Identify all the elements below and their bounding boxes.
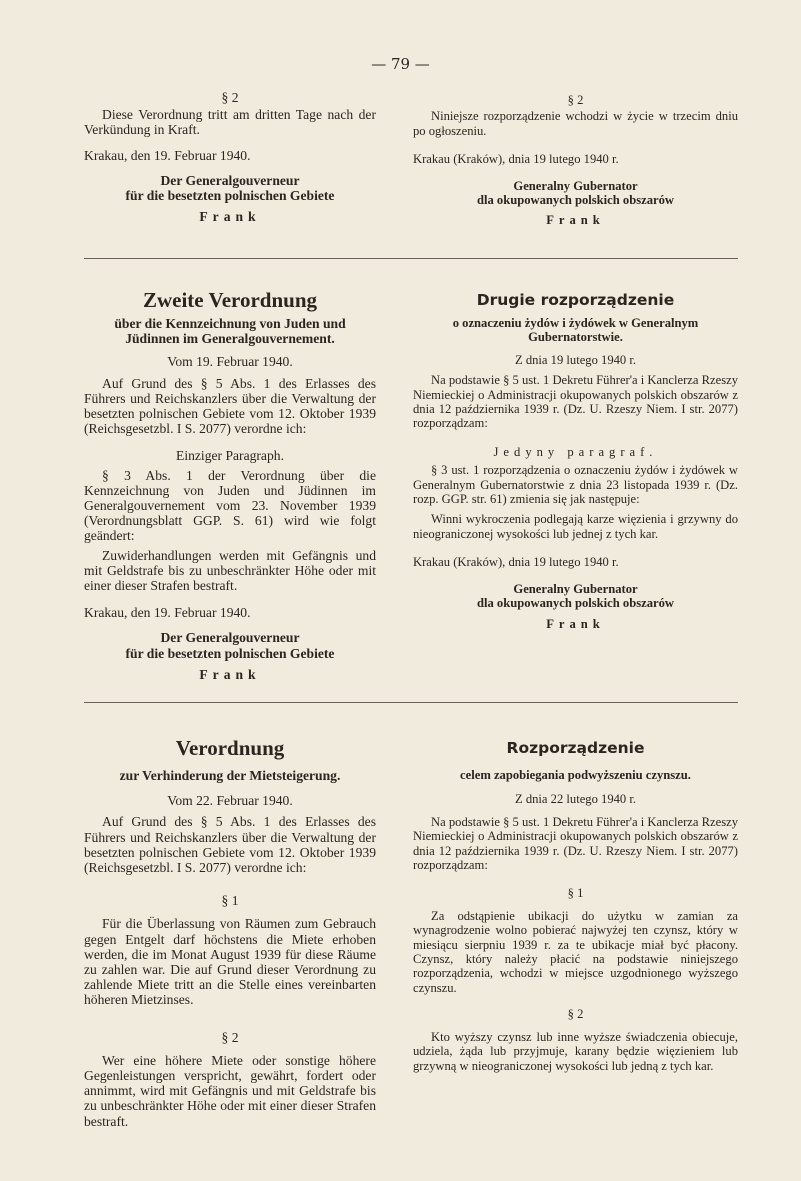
s2-pl-signature-line2: dla okupowanych polskich obszarów [476,596,674,611]
s2-pl-date: Z dnia 19 lutego 1940 r. [514,352,637,367]
s2-pl-subtitle: o oznaczeniu żydów i żydówek w Generalnym Gubernatorstwie. [452,316,699,345]
s3-de-text1: Für die Überlassung von Räumen zum Gebrauch gegen Entgelt darf höchstens die Miete erhoben werden, die im Monat August 1939 für diese Räume zu zahlen war. Die auf Grund dieser Verordnung zu zahlende Miete tritt an die Stelle eines vereinbarten höheren Mietzinses. [84,916,376,1008]
s2-pl-para-head: Jedyny paragraf. [493,444,658,459]
s1-de-signature-line1: Der Generalgouverneur [160,172,300,188]
s3-pl-para2: § 2 [567,1007,584,1022]
s2-de-signature-name: Frank [199,666,261,682]
page-number: — 79 — [371,55,430,73]
s2-pl-title: Drugie rozporządzenie [476,291,675,309]
s2-de-para-head: Einziger Paragraph. [176,448,284,464]
s3-pl-title: Rozporządzenie [506,739,645,757]
s1-de-para: § 2 [221,90,239,105]
s2-de-date: Vom 19. Februar 1940. [167,354,293,370]
s1-pl-place-date: Krakau (Kraków), dnia 19 lutego 1940 r. [413,152,619,167]
s2-de-intro: Auf Grund des § 5 Abs. 1 des Erlasses des Führers und Reichskanzlers über die Verwaltung der besetzten polnischen Gebiete vom 12. Oktober 1939 (Reichsgesetzbl. I S. 2077) verordne ich: [84,375,376,437]
s2-pl-text2: Winni wykroczenia podlegają karze więzienia i grzywny do nieograniczonej wysokości lub jednej z tych kar. [413,512,738,541]
s1-german-column [84,90,376,224]
section-divider-2 [84,702,738,703]
s3-pl-intro: Na podstawie § 5 ust. 1 Dekretu Führer'a i Kanclerza Rzeszy Niemieckiej o Administracji okupowanych polskich obszarów z dnia 12 października 1939 r. (Dz. U. Rzeszy Niem. I str. 2077) rozporządzam: [413,814,738,873]
s1-pl-signature-name: Frank [546,213,605,228]
s2-de-text2: Zuwiderhandlungen werden mit Gefängnis und mit Geldstrafe bis zu unbeschränkter Höhe oder mit einer dieser Strafen bestraft. [84,547,376,594]
s1-polish-column [413,93,738,228]
s2-de-place-date: Krakau, den 19. Februar 1940. [84,605,251,621]
s2-de-signature-line1: Der Generalgouverneur [160,630,300,646]
s2-de-subtitle: über die Kennzeichnung von Juden und Jüdinnen im Generalgouvernement. [114,316,346,347]
s3-de-intro: Auf Grund des § 5 Abs. 1 des Erlasses des Führers und Reichskanzlers über die Verwaltung der besetzten polnischen Gebiete vom 12. Oktober 1939 (Reichsgesetzbl. I S. 2077) verordne ich: [84,814,376,876]
s2-de-signature-line2: für die besetzten polnischen Gebiete [125,645,335,661]
s1-de-signature-line2: für die besetzten polnischen Gebiete [125,188,335,204]
s3-pl-text1: Za odstąpienie ubikacji do użytku w zamian za wynagrodzenie wolno pobierać najwyżej ten czynsz, który w miesiącu sierpniu 1939 r. za te ubikacje miał być płacony. Czynsz, który należy płacić na podstawie niniejszego rozporządzenia, wchodzi w miejsce uzgodnionego wyższego czynszu. [413,908,738,995]
s2-pl-text1: § 3 ust. 1 rozporządzenia o oznaczeniu żydów i żydówek w Generalnym Gubernatorstwie z dnia 23 listopada 1939 r. (Dz. rozp. GGP. str. 61) zmienia się jak następuje: [413,463,738,507]
s3-de-para1: § 1 [221,893,239,909]
s2-pl-place-date: Krakau (Kraków), dnia 19 lutego 1940 r. [413,555,619,570]
s2-pl-intro: Na podstawie § 5 ust. 1 Dekretu Führer'a i Kanclerza Rzeszy Niemieckiej o Administracji okupowanych polskich obszarów z dnia 12 października 1939 r. (Dz. U. Rzeszy Niem. I str. 2077) rozporządzam: [413,373,738,431]
s3-de-date: Vom 22. Februar 1940. [167,793,293,809]
s3-pl-subtitle: celem zapobiegania podwyższeniu czynszu. [460,768,691,782]
s3-german-column [84,736,376,1129]
s3-polish-column [413,738,738,1073]
s1-pl-para: § 2 [567,93,584,107]
s2-pl-signature-line1: Generalny Gubernator [513,581,638,596]
s1-pl-signature-line2: dla okupowanych polskich obszarów [476,193,674,208]
s3-de-text2: Wer eine höhere Miete oder sonstige höhere Gegenleistungen verspricht, gewährt, fordert oder annimmt, wird mit Gefängnis und mit Geldstrafe bis zu unbeschränkter Höhe oder mit einer dieser Strafen bestraft. [84,1052,376,1129]
s3-pl-date: Z dnia 22 lutego 1940 r. [514,792,637,807]
s2-de-text1: § 3 Abs. 1 der Verordnung über die Kennzeichnung von Juden und Jüdinnen im Generalgouvernement vom 23. November 1939 (Verordnungsblatt GGP. S. 61) wird wie folgt geändert: [84,467,376,544]
s2-de-title: Zweite Verordnung [142,288,318,312]
s1-de-text: Diese Verordnung tritt am dritten Tage nach der Verkündung in Kraft. [84,107,376,138]
s1-de-signature-name: Frank [199,209,261,225]
s3-pl-text2: Kto wyższy czynsz lub inne wyższe świadczenia obiecuje, udziela, żąda lub przyjmuje, karany będzie więzieniem lub grzywną w nieograniczonej wysokości lub jedną z tych kar. [413,1029,738,1073]
s3-de-para2: § 2 [221,1029,239,1045]
s3-de-title: Verordnung [175,736,285,760]
s3-pl-para1: § 1 [567,886,584,901]
s1-pl-text: Niniejsze rozporządzenie wchodzi w życie w trzecim dniu po ogłoszeniu. [413,109,738,138]
s2-german-column [84,288,376,682]
s1-de-place-date: Krakau, den 19. Februar 1940. [84,147,251,163]
s2-polish-column [413,290,738,631]
section-divider-1 [84,258,738,259]
s1-pl-signature-line1: Generalny Gubernator [513,178,638,193]
s2-pl-signature-name: Frank [546,616,605,631]
s3-de-subtitle: zur Verhinderung der Mietsteigerung. [119,768,341,783]
